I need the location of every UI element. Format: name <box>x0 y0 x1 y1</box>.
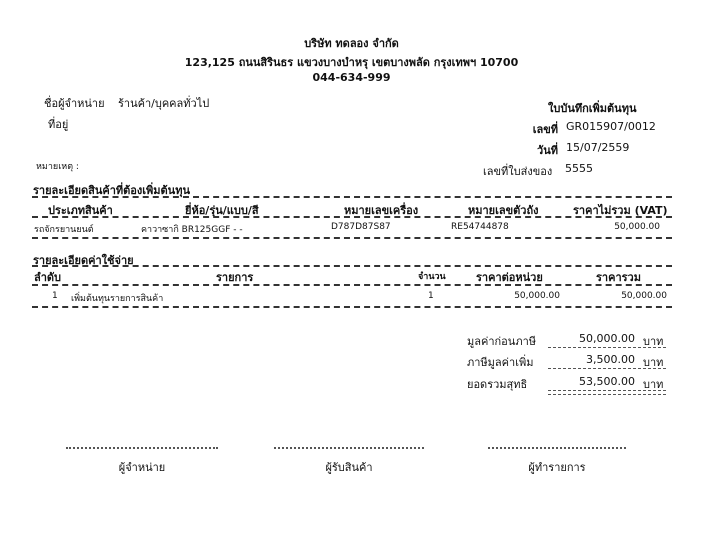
delivery-note-label: เลขที่ใบส่งของ <box>483 165 553 178</box>
expense-section-title: รายละเอียดค่าใช้จ่าย <box>33 254 134 267</box>
vat-value: 3,500.00 <box>586 353 635 366</box>
expense-col-total: ราคารวม <box>596 271 641 284</box>
divider <box>32 265 672 267</box>
expense-unit-price-cell: 50,000.00 <box>514 291 560 301</box>
product-col-price: ราคาไม่รวม (VAT) <box>573 204 668 217</box>
remark-label: หมายเหตุ : <box>36 162 79 172</box>
vat-label: ภาษีมูลค่าเพิ่ม <box>467 356 534 369</box>
document-number-value: GR015907/0012 <box>566 120 656 133</box>
expense-total-cell: 50,000.00 <box>621 291 667 301</box>
divider <box>548 390 666 391</box>
subtotal-value: 50,000.00 <box>579 332 635 345</box>
signature-line-receiver <box>274 447 424 449</box>
expense-col-unit-price: ราคาต่อหน่วย <box>476 271 543 284</box>
document-date-label: วันที่ <box>537 144 558 157</box>
vendor-address-label: ที่อยู่ <box>48 118 69 131</box>
net-total-label: ยอดรวมสุทธิ <box>467 378 528 391</box>
document-title: ใบบันทึกเพิ่มต้นทุน <box>548 102 637 115</box>
signature-line-seller <box>66 447 218 449</box>
company-phone: 044-634-999 <box>312 71 391 84</box>
divider <box>32 306 672 308</box>
delivery-note-value: 5555 <box>565 162 593 175</box>
document-number-label: เลขที่ <box>532 123 558 136</box>
signature-maker-label: ผู้ทำรายการ <box>528 461 586 474</box>
vat-currency: บาท <box>643 356 664 369</box>
expense-col-qty: จำนวน <box>418 272 446 282</box>
divider <box>548 394 666 395</box>
divider <box>32 196 672 198</box>
product-engine-cell: D787D87S87 <box>331 222 391 232</box>
expense-qty-cell: 1 <box>428 291 434 301</box>
company-name: บริษัท ทดลอง จำกัด <box>304 37 399 50</box>
expense-col-seq: ลำดับ <box>34 271 62 284</box>
vendor-name-label: ชื่อผู้จำหน่าย <box>44 97 105 110</box>
expense-seq-cell: 1 <box>52 291 58 301</box>
company-address: 123,125 ถนนสิรินธร แขวงบางบำหรุ เขตบางพลัด กรุงเทพฯ 10700 <box>184 56 519 69</box>
divider <box>548 347 666 348</box>
divider <box>548 368 666 369</box>
product-col-engine: หมายเลขเครื่อง <box>344 204 419 217</box>
signature-receiver-label: ผู้รับสินค้า <box>325 461 373 474</box>
divider <box>32 216 672 218</box>
net-total-currency: บาท <box>643 378 664 391</box>
product-price-cell: 50,000.00 <box>614 222 660 232</box>
product-col-brand: ยี่ห้อ/รุ่น/แบบ/สี <box>185 204 259 217</box>
divider <box>32 284 672 286</box>
signature-line-maker <box>488 447 626 449</box>
expense-col-item: รายการ <box>216 271 254 284</box>
expense-item-cell: เพิ่มต้นทุนรายการสินค้า <box>71 294 164 304</box>
product-col-chassis: หมายเลขตัวถัง <box>468 204 539 217</box>
subtotal-currency: บาท <box>643 335 664 348</box>
subtotal-label: มูลค่าก่อนภาษี <box>467 335 536 348</box>
signature-seller-label: ผู้จำหน่าย <box>118 461 166 474</box>
product-brand-cell: คาวาซากิ BR125GGF - - <box>141 225 243 235</box>
vendor-name-value: ร้านค้า/บุคคลทั่วไป <box>118 97 210 110</box>
product-section-title: รายละเอียดสินค้าที่ต้องเพิ่มต้นทุน <box>33 184 190 197</box>
product-chassis-cell: RE54744878 <box>451 222 509 232</box>
divider <box>32 237 672 239</box>
product-type-cell: รถจักรยานยนต์ <box>34 225 94 235</box>
document-date-value: 15/07/2559 <box>566 141 630 154</box>
product-col-type: ประเภทสินค้า <box>48 204 113 217</box>
net-total-value: 53,500.00 <box>579 375 635 388</box>
